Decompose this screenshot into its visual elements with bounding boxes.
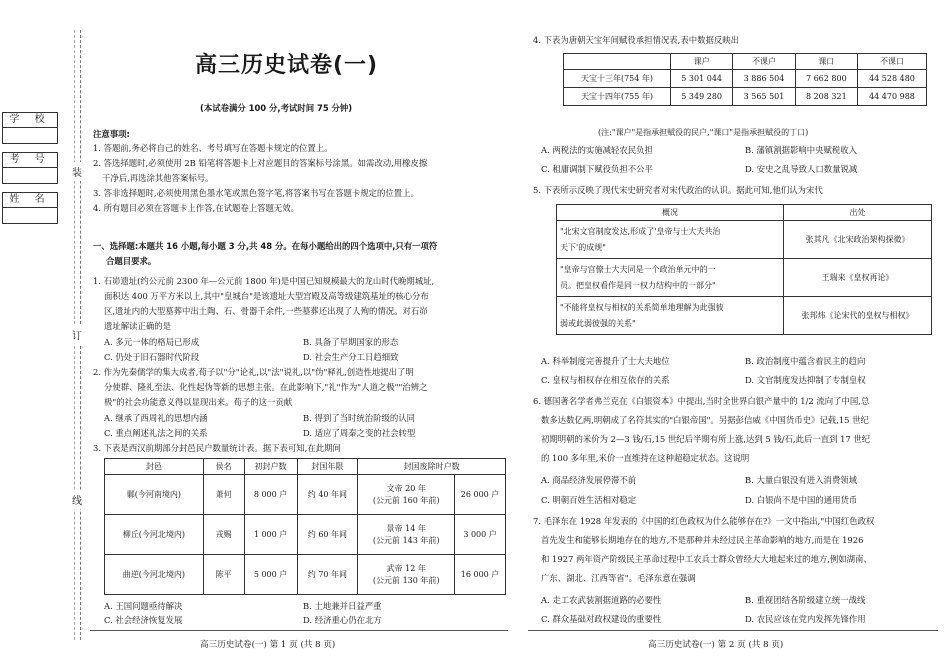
q5-cell-source: 张其凡《北宋政治架构探微》 [784,221,932,259]
q4-line: 4. 下表为唐朝天宝年间赋役承担情况表,表中数据反映出 [533,35,739,45]
exam-subtitle: (本试卷满分 100 分,考试时间 75 分钟) [200,103,353,113]
q3-cell-end-year [358,555,455,595]
q3-row [105,555,506,595]
q1-line-4: 遗址解读正确的是 [104,321,171,331]
q6-line-4: 的 100 多年里,米价一直维持在这种超稳定状态。这说明 [541,453,750,463]
q1-option-b[interactable]: B. 具备了早期国家的形态 [303,337,399,347]
page-1-footer: 高三历史试卷(一) 第 1 页 (共 8 页) [200,640,336,650]
name-box [2,192,58,224]
q5-table [556,204,932,335]
q3-cell-end-count: 16 000 户 [455,555,506,595]
q4-row [564,70,927,88]
q5-cell-summary [557,297,784,335]
q2-line-2: 分使群、隆礼至法、化性起伪等新的思想主张。在此影响下,"礼"作为"人道之极""治辨之 [104,382,428,392]
q1-line-3: 区,遗址内的大型墓葬中出土陶、石、骨器千余件,一些墓葬还出现了人殉的情况。对石峁 [104,306,428,316]
q4-cell: 7 662 800 [795,70,857,88]
q4-header-untaxed-households: 不课户 [733,54,795,70]
q4-header-untaxed-persons: 不课口 [857,54,926,70]
exam-number-box [2,152,58,184]
q3-cell-end-count: 3 000 户 [455,515,506,555]
q3-row [105,515,506,555]
q3-cell-place: 柳丘(今河北境内) [105,515,204,555]
page-title: 高三历史试卷(一) [195,53,379,78]
q1-option-c[interactable]: C. 仍处于旧石器时代阶段 [104,352,200,362]
q5-option-a[interactable]: A. 科举制度完善提升了士大夫地位 [541,356,670,366]
q3-cell-marquis: 陈平 [203,555,244,595]
q4-option-a[interactable]: A. 两税法的实施减轻农民负担 [541,145,653,155]
q6-option-b[interactable]: B. 大量白银没有进入消费领域 [745,475,857,485]
q7-line-4: 广东、湖北、江西等省"。毛泽东意在强调 [541,573,696,583]
q3-cell-initial: 8 000 户 [244,475,297,515]
q4-cell: 44 470 988 [857,88,926,106]
q5-row [557,221,932,259]
q2-option-a[interactable]: A. 继承了西周礼的思想内涵 [104,413,208,423]
q4-cell: 3 886 504 [733,70,795,88]
q3-option-a[interactable]: A. 王国问题亟待解决 [104,601,183,611]
q6-option-a[interactable]: A. 商品经济发展停滞不前 [541,475,637,485]
q4-header-blank [564,54,671,70]
note-4: 4. 所有题目必须在答题卡上作答,在试题卷上答题无效。 [93,203,299,213]
q6-option-c[interactable]: C. 明朝百姓生活相对稳定 [541,495,637,505]
note-2-cont: 干净后,再选涂其他答案标号。 [102,173,214,183]
q7-line-2: 首先发生和能够长期地存在的地方,不是那种并未经过民主革命影响的地方,而是在 1926 [541,535,864,545]
q6-option-d[interactable]: D. 白银尚不是中国的通用货币 [745,495,858,505]
q3-option-d[interactable]: D. 经济重心仍在北方 [303,615,382,625]
q3-cell-initial: 1 000 户 [244,515,297,555]
q4-option-d[interactable]: D. 安史之乱导致人口数量锐减 [745,164,858,174]
q4-cell: 天宝十四年(755 年) [564,88,671,106]
school-label: 学 校 [3,113,57,128]
q3-end-note: (公元前 130 年前) [372,575,440,585]
q4-row [564,88,927,106]
q4-cell: 天宝十三年(754 年) [564,70,671,88]
q2-line-1: 2. 作为先秦儒学的集大成者,荀子以"分"论礼,以"法"说礼,以"伪"释礼,创造性地提出了明 [93,367,414,377]
q3-option-c[interactable]: C. 社会经济恢复发展 [104,615,183,625]
q3-end-year: 文帝 20 年 [386,483,426,493]
q4-cell: 44 528 480 [857,70,926,88]
q3-header-initial: 初封户数 [244,459,297,475]
note-3: 3. 答非选择题时,必须使用黑色墨水笔或黑色签字笔,将答案书写在答题卡规定的位置上。 [93,188,419,198]
q3-cell-end-year [358,475,455,515]
q5-header-summary: 概况 [557,205,784,221]
page-2-footer: 高三历史试卷(一) 第 2 页 (共 8 页) [648,640,784,650]
q7-line-1: 7. 毛泽东在 1928 年发表的《中国的红色政权为什么能够存在?》一文中指出,"中国红色政权 [533,516,875,526]
page-2-bottom-rule [528,630,938,631]
q4-cell: 5 349 280 [671,88,733,106]
q3-line: 3. 下表是西汉前期部分封邑民户数量统计表。据下表可知,在此期间 [93,443,341,453]
section-heading: 一、选择题:本题共 16 小题,每小题 3 分,共 48 分。在每小题给出的四个选项中,只有一项符 [93,241,438,251]
q3-cell-place: 鄛(今河南境内) [105,475,204,515]
q5-summary-line: "北宋文官制度发达,形成了'皇帝与士大夫共治 [560,226,721,236]
q5-cell-summary [557,221,784,259]
q5-summary-line: "皇帝与宫僚士大夫同是一个政治单元中的一 [560,264,716,274]
q2-option-c[interactable]: C. 重点阐述礼法之间的关系 [104,428,208,438]
q2-option-d[interactable]: D. 适应了周秦之变的社会转型 [303,428,416,438]
q4-header-taxed-households: 课户 [671,54,733,70]
q3-cell-marquis: 戎赐 [203,515,244,555]
q5-row [557,259,932,297]
cut-char-3: 线 [72,490,82,509]
q3-header-years: 封国年限 [297,459,358,475]
q4-cell: 8 208 321 [795,88,857,106]
q3-cell-end-year [358,515,455,555]
q4-table [563,53,927,106]
q5-cell-summary [557,259,784,297]
q3-header-place: 封邑 [105,459,204,475]
school-box [2,112,58,144]
q7-line-3: 和 1927 两年资产阶级民主革命过程中工农兵士群众曾经大大地起来过的地方,例如湖南、 [541,554,872,564]
q3-cell-end-count: 26 000 户 [455,475,506,515]
q2-option-b[interactable]: B. 得到了当时统治阶级的认同 [303,413,415,423]
q3-end-note: (公元前 143 年前) [372,535,440,545]
note-1: 1. 答题前,务必将自己的姓名、考号填写在答题卡规定的位置上。 [93,143,333,153]
q3-end-year: 武帝 12 年 [386,563,426,573]
q4-cell: 3 565 501 [733,88,795,106]
q3-header-marquis: 侯名 [203,459,244,475]
q5-summary-line: 员。把皇权看作是同一权力结构中的一部分" [560,280,716,290]
q5-option-c[interactable]: C. 皇权与相权存在相互依存的关系 [541,375,670,385]
q6-line-2: 数多达数亿两,明朝成了名符其实的"白银帝国"。另据彭信威《中国货币史》记载,15 世纪 [541,415,869,425]
q7-option-b[interactable]: B. 重视团结各阶级建立统一战线 [745,595,866,605]
q4-option-c[interactable]: C. 租庸调制下赋役负担不公平 [541,164,653,174]
q7-option-c[interactable]: C. 群众基础对政权建设的重要性 [541,614,662,624]
q3-option-b[interactable]: B. 土地兼并日益严重 [303,601,382,611]
cut-char-2: 订 [72,325,82,344]
q3-cell-years: 约 70 年间 [297,555,358,595]
q1-option-d[interactable]: D. 社会生产分工日趋细致 [303,352,399,362]
q6-line-3: 初期明朝的米价为 2—3 钱/石,15 世纪后半期有所上涨,达到 5 钱/石,此后一直到 17 世纪 [541,434,871,444]
q5-header-source: 出处 [784,205,932,221]
q7-option-a[interactable]: A. 走工农武装割据道路的必要性 [541,595,662,605]
q3-end-note: (公元前 160 年前) [372,495,440,505]
q5-row [557,297,932,335]
name-label: 姓 名 [3,193,57,208]
q3-cell-years: 约 60 年间 [297,515,358,555]
q1-line-2: 面积达 400 万平方米以上,其中"皇城台"是该遗址大型宫殿及高等级建筑基址的核心分布 [104,291,429,301]
q3-row [105,475,506,515]
exam-number-label: 考 号 [3,153,57,168]
q5-cell-source: 王瑞来《皇权再论》 [784,259,932,297]
q1-line-1: 1. 石峁遗址(约公元前 2300 年—公元前 1800 年)是中国已知规模最大的龙山时代晚期城址, [93,276,435,286]
q5-option-d[interactable]: D. 文官制度发达抑制了专制皇权 [745,375,866,385]
q6-line-1: 6. 德国著名学者弗兰克在《白银资本》中提出,当时全世界白银产量中的 1/2 流向了中国,总 [533,396,870,406]
q5-summary-line: 天下'的成规" [560,242,606,252]
page-1-bottom-rule [90,630,508,631]
q5-line: 5. 下表所示反映了现代宋史研究者对宋代政治的认识。据此可知,他们认为宋代 [533,185,823,195]
notes-heading: 注意事项: [93,129,130,139]
q4-cell: 5 301 044 [671,70,733,88]
q5-option-b[interactable]: B. 政治制度中蕴含着民主的趋向 [745,356,866,366]
q1-option-a[interactable]: A. 多元一体的格局已形成 [104,337,200,347]
q3-header-end: 封国废除时户数 [358,459,506,475]
q5-summary-line: 弱或此弱彼强的关系" [560,318,636,328]
q4-option-b[interactable]: B. 藩镇割据影响中央赋税收入 [745,145,857,155]
q2-line-3: 极"的社会功能意义得以显现出来。荀子的这一贡献 [104,397,293,407]
q4-note: (注:"课户"是指承担赋役的民户,"课口"是指承担赋役的丁口) [598,128,809,137]
q3-table [104,458,506,595]
q5-cell-source: 张邦炜《论宋代的皇权与相权》 [784,297,932,335]
q3-cell-years: 约 40 年间 [297,475,358,515]
cut-char-1: 装 [72,162,82,181]
note-2: 2. 答选择题时,必须使用 2B 铅笔将答题卡上对应题目的答案标号涂黑。如需改动,用橡皮擦 [93,158,428,168]
q3-cell-place: 曲逆(今河北境内) [105,555,204,595]
q5-summary-line: "不能将皇权与相权的关系简单地理解为此强彼 [560,302,724,312]
section-heading-cont: 合题目要求。 [106,256,157,266]
q7-option-d[interactable]: D. 农民应该在党内发挥先锋作用 [745,614,866,624]
q3-cell-marquis: 萧何 [203,475,244,515]
q3-end-year: 景帝 14 年 [386,523,426,533]
q3-cell-initial: 5 000 户 [244,555,297,595]
q4-header-taxed-persons: 课口 [795,54,857,70]
